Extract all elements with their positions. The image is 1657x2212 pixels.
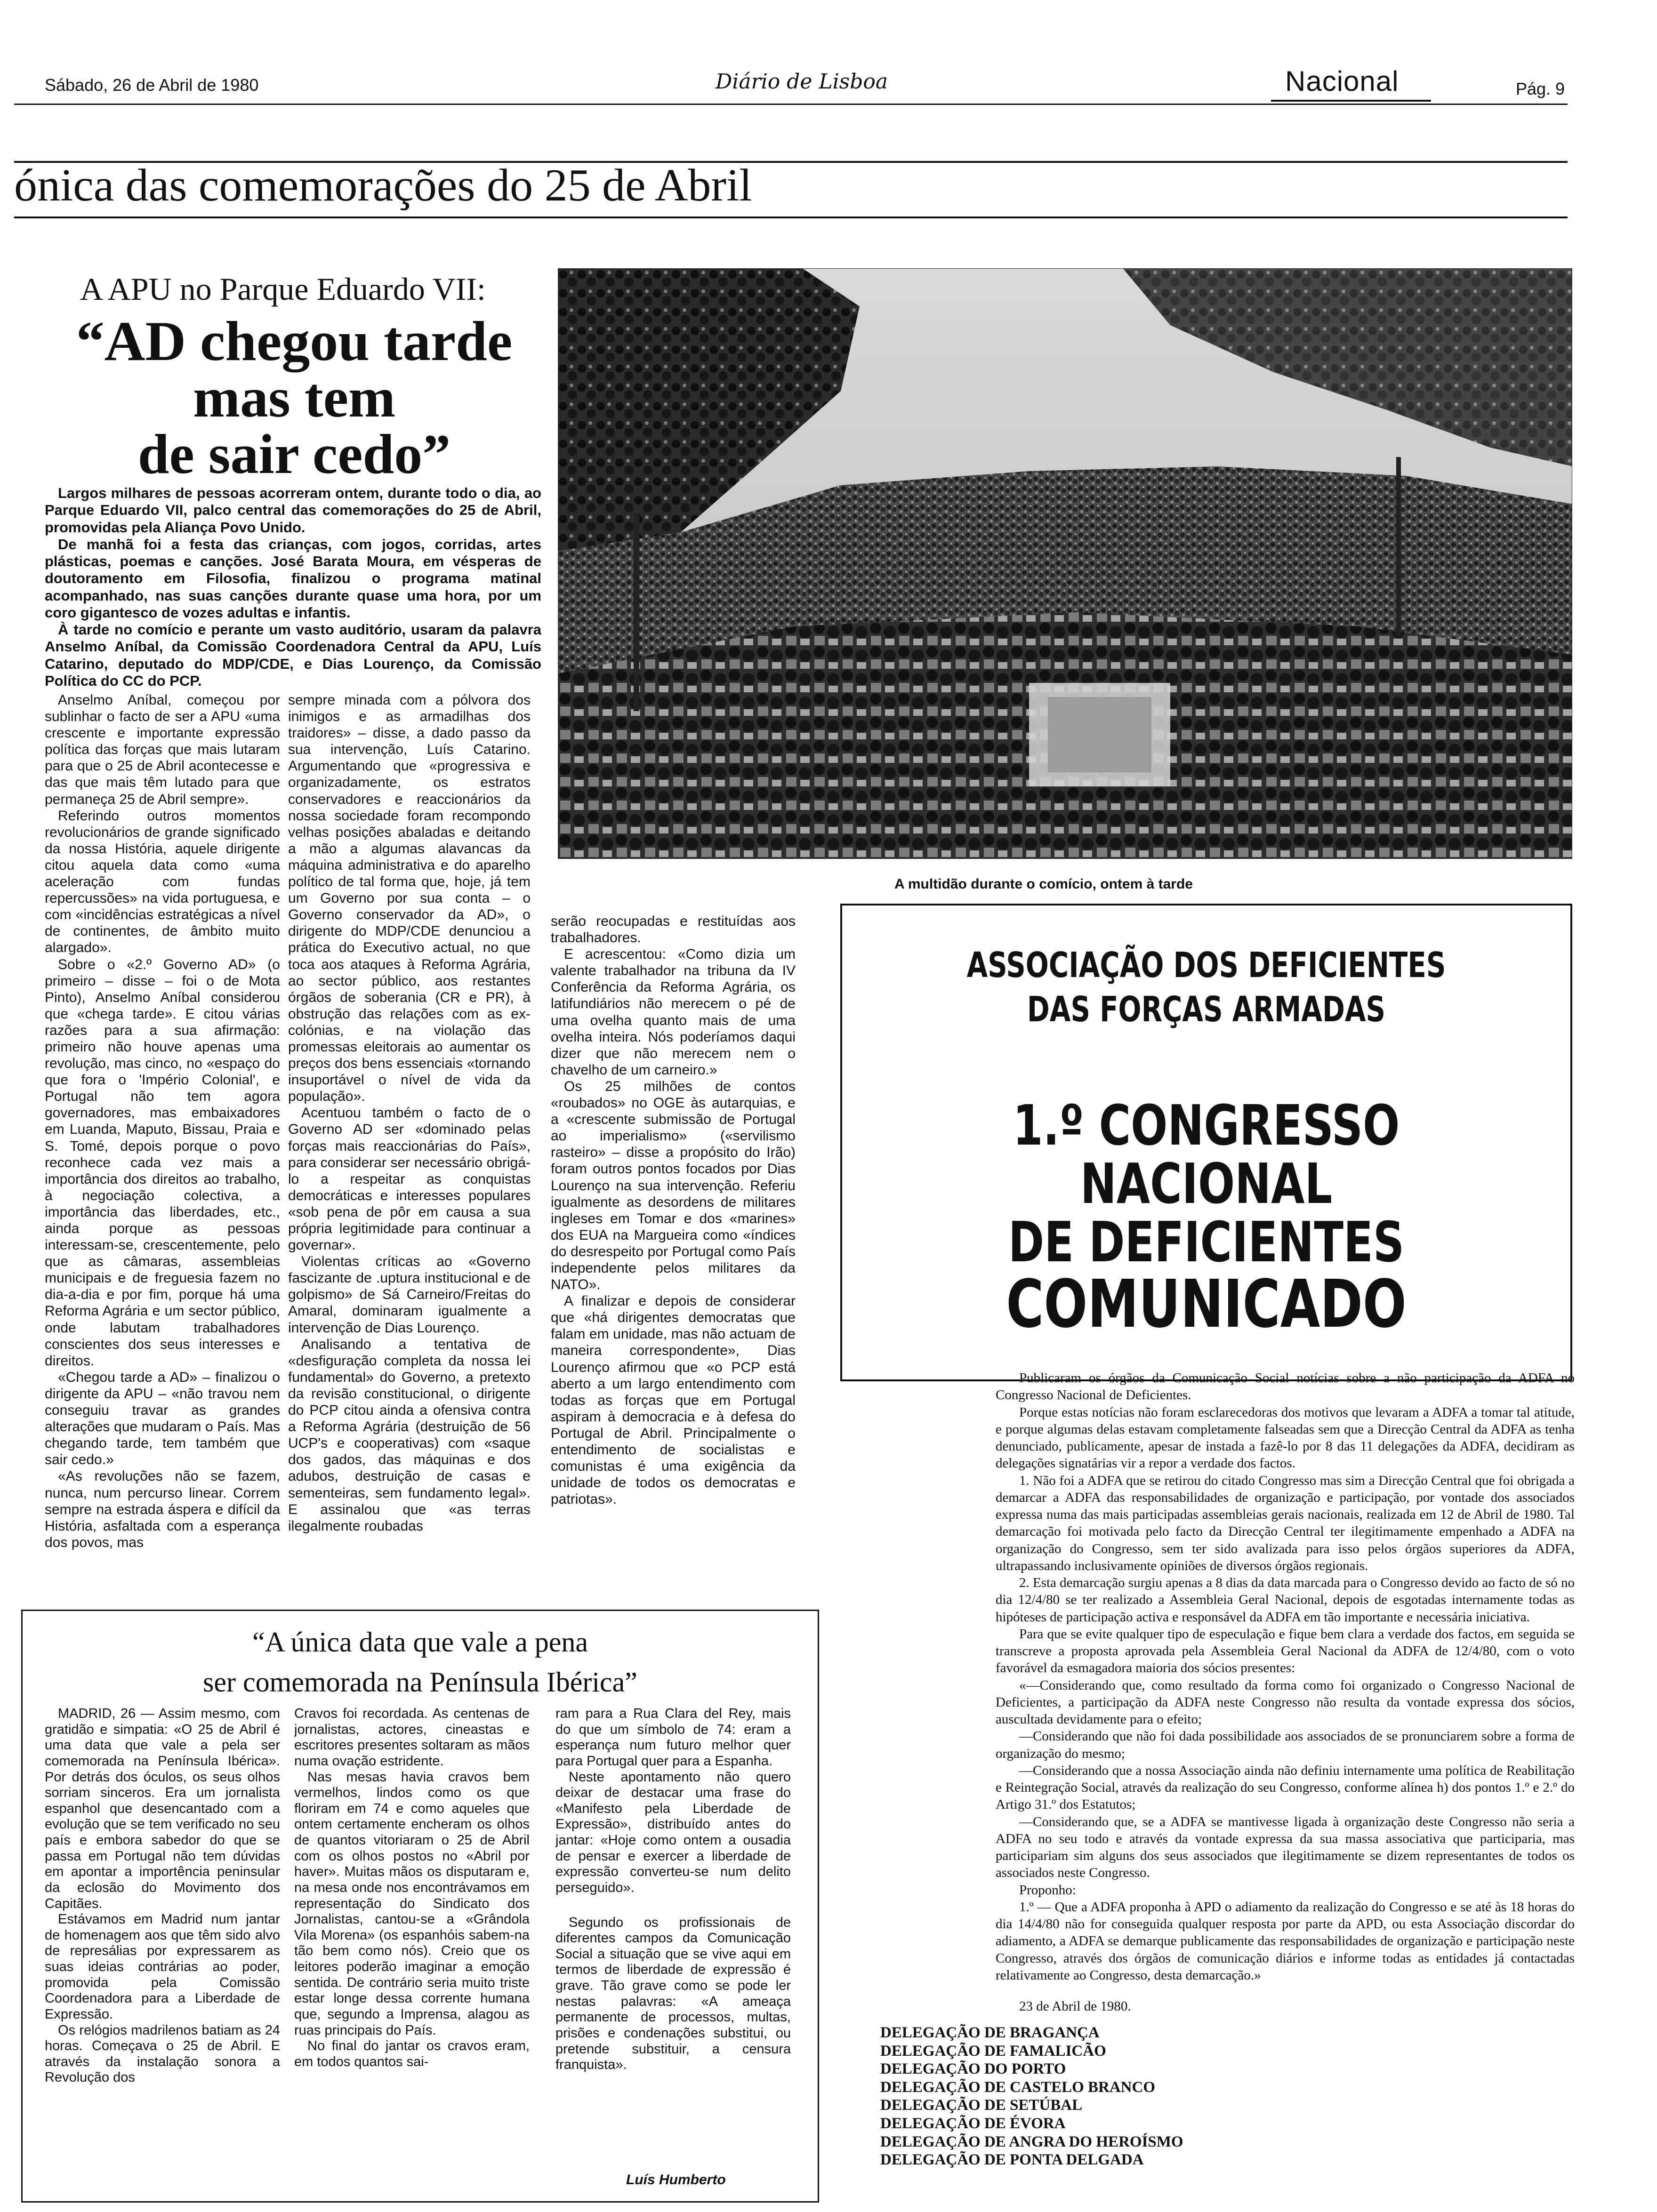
notice-paragraph: Para que se evite qualquer tipo de especulação e fique bem clara a verdade dos factos, em seguida se transcreve a proposta aprovada pela Assembleia Geral Nacional da ADFA de 12/4/80, com o voto favorável da esmagadora maioria dos sócios presentes: [996,1626,1575,1676]
lead-paragraph: Largos milhares de pessoas acorreram ontem, durante todo o dia, ao Parque Eduardo VII, palco central das comemorações do 25 de Abril, promovidas pela Aliança Povo Unido. [45,485,541,536]
notice-paragraph: Porque estas notícias não foram esclarecedoras dos motivos que levaram a ADFA a tomar tal atitude, e porque algumas delas estavam completamente falseadas sem que a Direcção Central da ADFA as tenha denunciado, publicamente, apesar de instada a fazê-lo por 8 das 11 delegações da ADFA, decidiram as delegações signatárias vir a repor a verdade dos factos. [996,1404,1575,1471]
paragraph: ram para a Rua Clara del Rey, mais do que um símbolo de 74: eram a esperança num futuro melhor quer para Portugal quer para a Espanha. [555,1706,791,1769]
headline-line: de sair cedo” [137,423,451,485]
signatory: DELEGAÇÃO DE PONTA DELGADA [880,2151,1144,2169]
signatory: DELEGAÇÃO DE FAMALICÃO [880,2042,1106,2060]
crowd-photo-image [558,269,1572,859]
lead-paragraph: De manhã foi a festa das crianças, com jogos, corridas, artes plásticas, poemas e canções. José Barata Moura, em vésperas de doutoramento em Filosofia, finalizou o programa matinal acompanhado, nas suas canções durante quase uma hora, por um coro gigantesco de vozes adultas e infantis. [45,536,541,621]
page-number: Pág. 9 [1516,79,1565,98]
notice-heading: COMUNICADO [1006,1266,1407,1343]
section-underline [1271,100,1431,102]
congress-line: 1.º CONGRESSO NACIONAL [1013,1093,1400,1216]
paragraph: Anselmo Aníbal, começou por sublinhar o facto de ser a APU «uma crescente e importante expressão política das forças que mais lutaram para que o 25 de Abril acontecesse e das que mais têm lutado para que permaneça 25 de Abril sempre». [45,692,280,807]
notice-paragraph: 1. Não foi a ADFA que se retirou do citado Congresso mas sim a Direcção Central que foi obrigada a demarcar a ADFA das responsabilidades de organização e participação, por vontade dos associados expressa numa das mais participadas assembleias gerais nacionais, realizada em 12 de Abril de 1980. Tal demarcação foi motivada pelo facto da Direcção Central ter ilegitimamente empenhado a ADFA na organização do Congresso, sem ter sido avalizada para isso pelos órgãos superiores da ADFA, ultrapassando inclusivamente opiniões de diversos órgãos regionais. [996,1473,1575,1573]
signatories-list [880,2024,1183,2169]
headline-line: “AD chegou tarde [76,310,513,372]
org-line: ASSOCIAÇÃO DOS DEFICIENTES [966,945,1446,986]
article-column-2 [288,692,531,1617]
byline: Luís Humberto [626,2172,726,2188]
section-name: Nacional [1285,65,1399,97]
notice-paragraph: —Considerando que não foi dada possibilidade aos associados de se pronunciarem sobre a forma de organização do mesmo; [996,1729,1575,1761]
signatory: DELEGAÇÃO DE ÉVORA [880,2115,1066,2132]
notice-paragraph: —Considerando que a nossa Associação ainda não definiu internamente uma política de Reabilitação e Reintegração Social, através da realização do seu Congresso, conforme alínea h) dos pontos 1.º e 2.º do Artigo 31.º dos Estatutos; [996,1763,1575,1812]
article-lead [45,485,541,689]
adfa-org-name [921,944,1492,1032]
section-banner: ónica das comemorações do 25 de Abril [14,160,752,211]
paragraph: Referindo outros momentos revolucionários de grande significado da nossa História, aquele dirigente citou aquela data como «uma aceleração com fundas repercussões» na vida portuguesa, e com «incidências estratégicas a nível de continentes, de âmbito muito alargado». [45,808,280,956]
paragraph: Analisando a tentativa de «desfiguração completa da nossa lei fundamental» do Governo, a pretexto da revisão constitucional, o dirigente do PCP citou ainda a ofensiva contra a Reforma Agrária (destruição de 56 UCP's e cooperativas) com «saque dos gados, das máquinas e dos adubos, destruição de casas e sementeiras, sem fundamento legal». E assinalou que «as terras ilegalmente roubadas [288,1336,531,1534]
paragraph: Nas mesas havia cravos bem vermelhos, lindos como os que floriram em 74 e como aqueles que ontem certamente encheram os olhos de quantos vitoriaram o 25 de Abril com os olhos postos no «Abril por haver». Muitas mãos os disputaram e, na mesa onde nos encontrávamos em representação do Sindicato dos Jornalistas, cantou-se a «Grândola Vila Morena» (os espanhóis sabem-na tão bem como nós). Creio que os leitores poderão imaginar a emoção sentida. De contrário seria muito triste estar longe dessa corrente humana que, segundo a Imprensa, alagou as ruas principais do País. [294,1769,530,2038]
paragraph: Sobre o «2.º Governo AD» (o primeiro – disse – foi o de Mota Pinto), Anselmo Aníbal considerou que «chega tarde». E citou várias razões para a sua afirmação: primeiro não houve apenas uma revolução, mas cinco, no «espaço do que fora o 'Império Colonial', e Portugal não tem agora governadores, mas embaixadores em Luanda, Maputo, Bissau, Praia e S. Tomé, depois porque o povo reconhece cada vez mais a importância dos direitos ao trabalho, à negociação colectiva, a importância das liberdades, etc., ainda porque as pessoas interessam-se, crescentemente, pelo que as câmaras, assembleias municipais e de freguesia fazem no dia-a-dia e por fim, porque há uma Reforma Agrária e um sector público, onde labutam trabalhadores conscientes dos seus interesses e direitos. [45,956,280,1369]
lead-paragraph: À tarde no comício e perante um vasto auditório, usaram da palavra Anselmo Aníbal, da Comissão Coordenadora Central da APU, Luís Catarino, deputado do MDP/CDE, e Dias Lourenço, da Comissão Política do CC do PCP. [45,621,541,689]
notice-date: 23 de Abril de 1980. [1019,1999,1131,2014]
article-column-3 [551,913,796,1607]
article-headline [45,310,544,485]
masthead: Diário de Lisboa [716,70,888,94]
headline-line: mas tem [193,366,395,429]
paragraph: Os relógios madrilenos batiam as 24 horas. Começava o 25 de Abril. E através da instalação sonora a Revolução dos [45,2022,280,2085]
issue-date: Sábado, 26 de Abril de 1980 [45,75,259,95]
signatory: DELEGAÇÃO DO PORTO [880,2060,1066,2078]
congress-title [921,1093,1492,1274]
paragraph: A finalizar e depois de considerar que «há dirigentes democratas que falam em unidade, mas não actuam de maneira correspondente», Dias Lourenço afirmou que «o PCP está aberto a um largo entendimento com todas as forças que em Portugal aspiram à democracia e à defesa do Portugal de Abril. Principalmente o entendimento de socialistas e comunistas é uma exigência da unidade de todos os democratas e patriotas». [551,1293,796,1507]
paragraph: Segundo os profissionais de diferentes campos da Comunicação Social a situação que se vive aqui em termos de liberdade de expressão é grave. Tão grave como se pode ler nestas palavras: «A ameaça permanente de processos, multas, prisões e condenações substitui, ou pretende substituir, a censura franquista». [555,1915,791,2073]
madrid-headline-line-2: ser comemorada na Península Ibérica” [203,1667,637,1698]
congress-line: DE DEFICIENTES [1008,1209,1405,1274]
paragraph: Cravos foi recordada. As centenas de jornalistas, actores, cineastas e escritores presentes soltaram as mãos numa ovação estridente. [294,1706,530,1769]
article-kicker: A APU no Parque Eduardo VII: [80,271,486,307]
notice-paragraph: Publicaram os órgãos da Comunicação Social notícias sobre a não participação da ADFA no Congresso Nacional de Deficientes. [996,1370,1575,1403]
paragraph: E acrescentou: «Como dizia um valente trabalhador na tribuna da IV Conferência da Reforma Agrária, os latifundiários não merecem o pé de uma ovelha quanto mais de uma ovelha inteira. Nós poderíamos daqui dizer que não merecem nem o chavelho de um carneiro.» [551,946,796,1078]
paragraph: «Chegou tarde a AD» – finalizou o dirigente da APU – «não travou nem conseguiu travar as grandes alterações que mudaram o País. Mas chegando tarde, tem também que sair cedo.» [45,1369,280,1468]
banner-bottom-rule [14,216,1568,218]
paragraph: sempre minada com a pólvora dos inimigos e as armadilhas dos traidores» – disse, a dado passo da sua intervenção, Luís Catarino. Argumentando que «progressiva e organizadamente, os estratos conservadores e reaccionários da nossa sociedade foram recompondo velhas posições abaladas e deitando a mão a algumas alavancas da máquina administrativa e do aparelho político de tal forma que, hoje, já tem um Governo por sua conta – o Governo conservador da AD», o dirigente do MDP/CDE denunciou a prática do Executivo actual, no que toca aos ataques à Reforma Agrária, ao sector público, aos restantes órgãos de soberania (CR e PR), à obstrução das relações com as ex-colónias, e na violação das promessas eleitorais ao aumentar os preços dos bens essenciais «tornando insuportável o nível de vida da população». [288,692,531,1105]
signatory: DELEGAÇÃO DE ANGRA DO HEROÍSMO [880,2133,1183,2150]
paragraph: «As revoluções não se fazem, nunca, num percurso linear. Correm sempre na estrada áspera e difícil da História, asfaltada com a esperança dos povos, mas [45,1468,280,1550]
madrid-column-1 [45,1706,280,2198]
paragraph: Neste apontamento não quero deixar de destacar uma frase do «Manifesto pela Liberdade de Expressão», distribuído antes do jantar: «Hoje como ontem a ousadia de pensar e exercer a liberdade de expressão converteu-se num delito perseguido». [555,1769,791,1895]
header-rule [14,104,1568,105]
paragraph: Acentuou também o facto de o Governo AD ser «dominado pelas forças mais reaccionárias do País», para considerar ser necessário obrigá-lo a respeitar as conquistas democráticas e interesses populares «sob pena de pôr em causa a sua própria legitimidade para continuar a governar». [288,1105,531,1253]
madrid-column-2 [294,1706,530,2198]
notice-paragraph: 2. Esta demarcação surgiu apenas a 8 dias da data marcada para o Congresso devido ao facto de só no dia 12/4/80 se ter realizado a Assembleia Geral Nacional, depois de esgotadas internamente todas as hipóteses de participação activa e responsável da ADFA em tão importante e necessária iniciativa. [996,1575,1575,1625]
paragraph: Estávamos em Madrid num jantar de homenagem aos que têm sido alvo de represálias por expressarem as suas ideias contrárias ao poder, promovida pela Comissão Coordenadora para a Liberdade de Expressão. [45,1912,280,2022]
signatory: DELEGAÇÃO DE SETÚBAL [880,2097,1083,2114]
madrid-headline-line-1: “A única data que vale a pena [252,1627,588,1658]
org-line: DAS FORÇAS ARMADAS [1027,989,1386,1030]
paragraph: MADRID, 26 — Assim mesmo, com gratidão e simpatia: «O 25 de Abril é uma data que vale a pela ser comemorada na Península Ibérica». Por detrás dos óculos, os seus olhos sorriam sinceros. Era um jornalista espanhol que desencantado com a evolução que se tem verificado no seu país e embora sabedor do que se passa em Portugal não tem dúvidas em apontar a importência peninsular da eclosão do Movimento dos Capitães. [45,1706,280,1911]
photo-caption: A multidão durante o comício, ontem à tarde [894,876,1193,892]
paragraph: No final do jantar os cravos eram, em todos quantos sai- [294,2038,530,2069]
notice-paragraph: —Considerando que, se a ADFA se mantivesse ligada à organização deste Congresso não seria a ADFA no seu todo e através da vontade expressa da sua massa associativa que participaria, mas participariam sim alguns dos seus associados que ilegitimamente se dizem representantes de todos os associados neste Congresso. [996,1814,1575,1881]
paragraph: Os 25 milhões de contos «roubados» no OGE às autarquias, e a «crescente submissão de Portugal ao imperialismo» («servilismo rasteiro» – disse a propósito do Irão) foram outros pontos focados por Dias Lourenço na sua intervenção. Referiu igualmente as desordens de militares ingleses em Tomar e dos «marines» dos EUA na Margueira como «índices do desrespeito por Portugal como País independente pelos militares da NATO». [551,1078,796,1293]
signatory: DELEGAÇÃO DE CASTELO BRANCO [880,2078,1156,2096]
paragraph: Violentas críticas ao «Governo fascizante de .uptura institucional e de golpismo» de Sá Carneiro/Freitas do Amaral, dominaram igualmente a intervenção de Dias Lourenço. [288,1254,531,1336]
notice-paragraph: 1.º — Que a ADFA proponha à APD o adiamento da realização do Congresso e se até às 18 horas do dia 14/4/80 não for conseguida qualquer resposta por parte da APD, ou esta Associação discordar do adiamento, a ADFA se demarque publicamente das responsabilidades de organização e participação neste Congresso, através dos órgãos de comunicação diários e informe todas as entidades já contactadas relativamente ao Congresso, desta demarcação.» [996,1899,1575,1983]
article-column-1 [45,692,280,1617]
notice-paragraph: Proponho: [1019,1882,1076,1898]
paragraph: serão reocupadas e restituídas aos trabalhadores. [551,914,796,946]
signatory: DELEGAÇÃO DE BRAGANÇA [880,2024,1100,2041]
madrid-column-3 [555,1706,791,2172]
notice-paragraph: «—Considerando que, como resultado da forma como foi organizado o Congresso Nacional de Deficientes, a participação da ADFA neste Congresso não resulta da vontade expressa dos sócios, auscultada devidamente para o efeito; [996,1677,1575,1727]
notice-body [996,1370,1575,2015]
crowd-photo [558,268,1572,859]
